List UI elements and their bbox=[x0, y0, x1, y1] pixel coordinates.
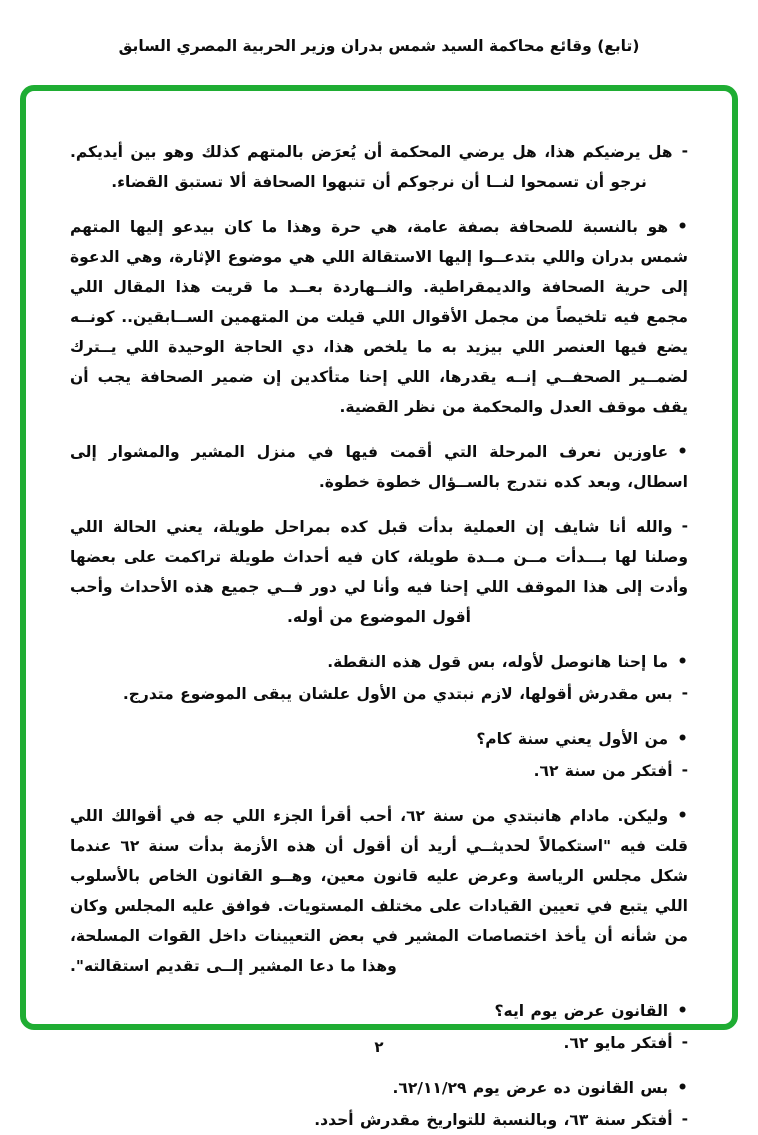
dialogue-text: عاوزين نعرف المرحلة التي أقمت فيها في منزل المشير والمشوار إلى اسطال، وبعد كده نتدرج بالســؤال خطوة خطوة. bbox=[70, 443, 688, 491]
page-header-title: (تابع) وقائع محاكمة السيد شمس بدران وزير الحربية المصري السابق bbox=[118, 37, 640, 55]
dialogue-text: أفتكر مايو ٦٢. bbox=[563, 1034, 673, 1052]
dialogue-text: بس القانون ده عرض يوم ٦٢/١١/٢٩. bbox=[392, 1079, 669, 1097]
content-frame bbox=[20, 85, 738, 1129]
dialogue-text: من الأول يعني سنة كام؟ bbox=[476, 730, 669, 748]
dialogue-text: هل يرضيكم هذا، هل يرضي المحكمة أن يُعرَض بالمتهم كذلك وهو بين أيديكم. نرجو أن تسمحوا لنــا أن نرجوكم أن تنبهوا الصحافة ألا تستبق القضاء. bbox=[70, 143, 673, 191]
dialogue-item bbox=[70, 512, 688, 632]
dialogue-item bbox=[70, 679, 688, 709]
dash-marker: - bbox=[681, 1110, 688, 1128]
dialogue-item bbox=[70, 1073, 688, 1103]
dialogue-text: وليكن. مادام هانبتدي من سنة ٦٢، أحب أقرأ الجزء اللي جه في أقوالك اللي قلت فيه "استكمالاً لحديثــي أريد أن أقول أن هذه الأزمة بدأت سنة ٦٢ عندما شكل مجلس الرياسة وعرض عليه قانون معين، وهــو القانون الخاص بالأسلوب اللي يتبع في تعيين القيادات على مختلف المستويات. فوافق عليه المجلس وكان من شأنه أن يأخذ اختصاصات المشير في بعض التعيينات داخل القوات المسلحة، وهذا ما دعا المشير إلــى تقديم استقالته". bbox=[70, 807, 688, 975]
dash-marker: - bbox=[681, 517, 688, 535]
bullet-marker: • bbox=[677, 442, 688, 462]
dialogue-list bbox=[70, 137, 688, 1135]
dialogue-item bbox=[70, 647, 688, 677]
dialogue-text: أفتكر من سنة ٦٢. bbox=[533, 762, 673, 780]
bullet-marker: • bbox=[677, 217, 688, 237]
page-number: ٢ bbox=[374, 1038, 384, 1056]
dialogue-item bbox=[70, 437, 688, 497]
dialogue-item bbox=[70, 756, 688, 786]
dialogue-item bbox=[70, 1105, 688, 1135]
dialogue-text: بس مقدرش أقولها، لازم نبتدي من الأول علشان يبقى الموضوع متدرج. bbox=[122, 685, 673, 703]
bullet-marker: • bbox=[677, 1001, 688, 1021]
bullet-marker: • bbox=[677, 652, 688, 672]
bullet-marker: • bbox=[677, 729, 688, 749]
dialogue-text: هو بالنسبة للصحافة بصفة عامة، هي حرة وهذا ما كان بيدعو إليها المتهم شمس بدران واللي بتدعــوا إليها الاستقالة اللي هي موضوع الإثارة، وهي الدعوة إلى حرية الصحافة والديمقراطية. والنــهاردة بعــد ما قريت هذا المقال اللي مجمع فيه تلخيصاً من مجمل الأقوال اللي قيلت من المتهمين الســابقين.. كونــه يضع فيها العنصر اللي بيزيد به ما يلخص هذا، دي الحاجة الوحيدة اللي يــترك لضمــير الصحفــي إنــه يقدرها، اللي إحنا متأكدين إن ضمير الصحافة يجب أن يقف موقف العدل والمحكمة من نظر القضية. bbox=[70, 218, 688, 416]
dialogue-item bbox=[70, 724, 688, 754]
dialogue-item bbox=[70, 996, 688, 1026]
dialogue-item bbox=[70, 212, 688, 422]
dialogue-text: والله أنا شايف إن العملية بدأت قبل كده بمراحل طويلة، يعني الحالة اللي وصلنا لها بـــدأت مــن مــدة طويلة، كان فيه أحداث طويلة تراكمت على بعضها وأدت إلى هذا الموقف اللي إحنا فيه وأنا لي دور فــي جميع هذه الأحداث وأحب أقول الموضوع من أوله. bbox=[70, 518, 688, 626]
dialogue-text: ما إحنا هانوصل لأوله، بس قول هذه النقطة. bbox=[327, 653, 669, 671]
dash-marker: - bbox=[681, 1033, 688, 1051]
dialogue-text: أفتكر سنة ٦٣، وبالنسبة للتواريخ مقدرش أحدد. bbox=[314, 1111, 673, 1129]
dash-marker: - bbox=[681, 142, 688, 160]
dash-marker: - bbox=[681, 684, 688, 702]
dialogue-item bbox=[70, 801, 688, 981]
bullet-marker: • bbox=[677, 1078, 688, 1098]
dash-marker: - bbox=[681, 761, 688, 779]
bullet-marker: • bbox=[677, 806, 689, 826]
dialogue-text: القانون عرض يوم ايه؟ bbox=[494, 1002, 669, 1020]
dialogue-item bbox=[70, 137, 688, 197]
